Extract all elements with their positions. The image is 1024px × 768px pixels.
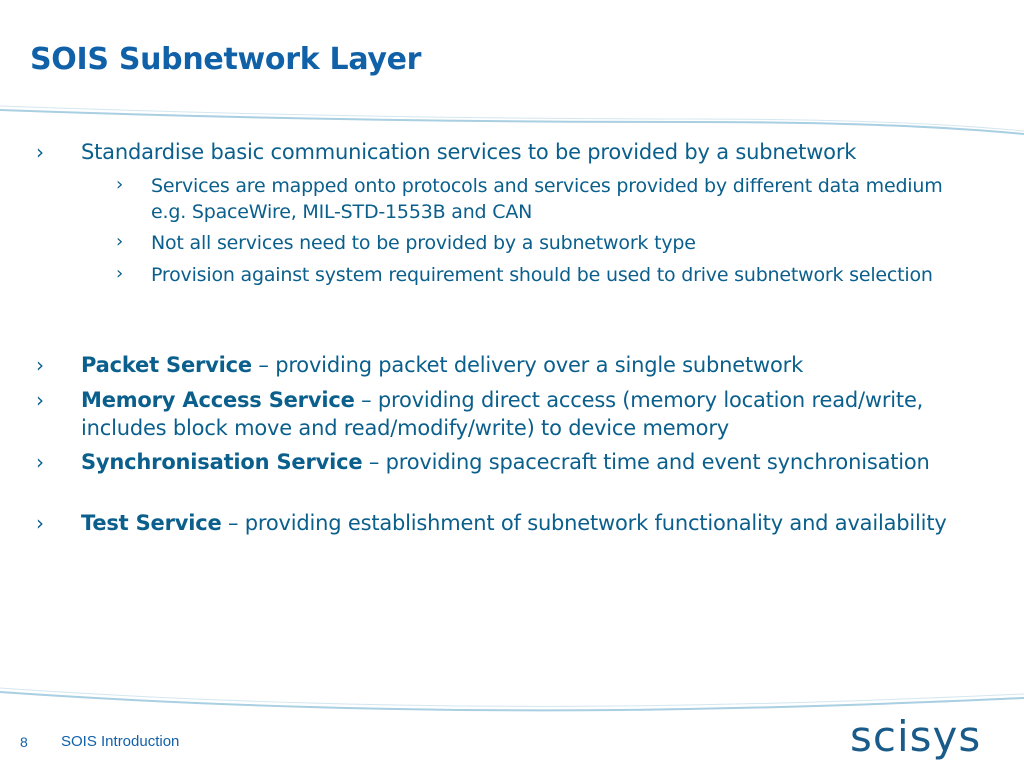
chevron-right-icon: ›: [36, 511, 44, 535]
header-wave-band: [0, 106, 1024, 131]
bullet-text: Services are mapped onto protocols and services provided by different data medium e.g. SpaceWire, MIL-STD-1553B and CAN: [151, 175, 943, 223]
bullet-text: Standardise basic communication services to be provided by a subnetwork: [81, 140, 857, 164]
chevron-right-icon: ›: [36, 450, 44, 474]
service-description: – providing direct access (memory location read/write, includes block move and read/modify/write) to device memory: [81, 388, 924, 440]
service-description: – providing spacecraft time and event synchronisation: [362, 450, 930, 474]
bullet-text: Provision against system requirement should be used to drive subnetwork selection: [151, 264, 933, 286]
chevron-right-icon: ›: [116, 263, 124, 284]
service-description: – providing establishment of subnetwork functionality and availability: [221, 511, 947, 535]
service-term: Packet Service: [81, 353, 252, 377]
service-term: Memory Access Service: [81, 388, 355, 412]
service-term: Test Service: [81, 511, 222, 535]
bullet-text: Not all services need to be provided by a subnetwork type: [151, 232, 696, 254]
chevron-right-icon: ›: [36, 353, 44, 377]
chevron-right-icon: ›: [36, 388, 44, 412]
footer-wave-line: [0, 692, 1024, 710]
chevron-right-icon: ›: [116, 174, 124, 195]
slide-title: SOIS Subnetwork Layer: [30, 42, 422, 77]
page-number: 8: [20, 734, 28, 750]
service-term: Synchronisation Service: [81, 450, 363, 474]
service-description: – providing packet delivery over a single subnetwork: [251, 353, 804, 377]
chevron-right-icon: ›: [36, 140, 44, 164]
scisys-logo: scisys: [850, 712, 982, 761]
header-wave-divider: [0, 92, 1024, 142]
footer-label: SOIS Introduction: [61, 733, 180, 750]
chevron-right-icon: ›: [116, 231, 124, 252]
